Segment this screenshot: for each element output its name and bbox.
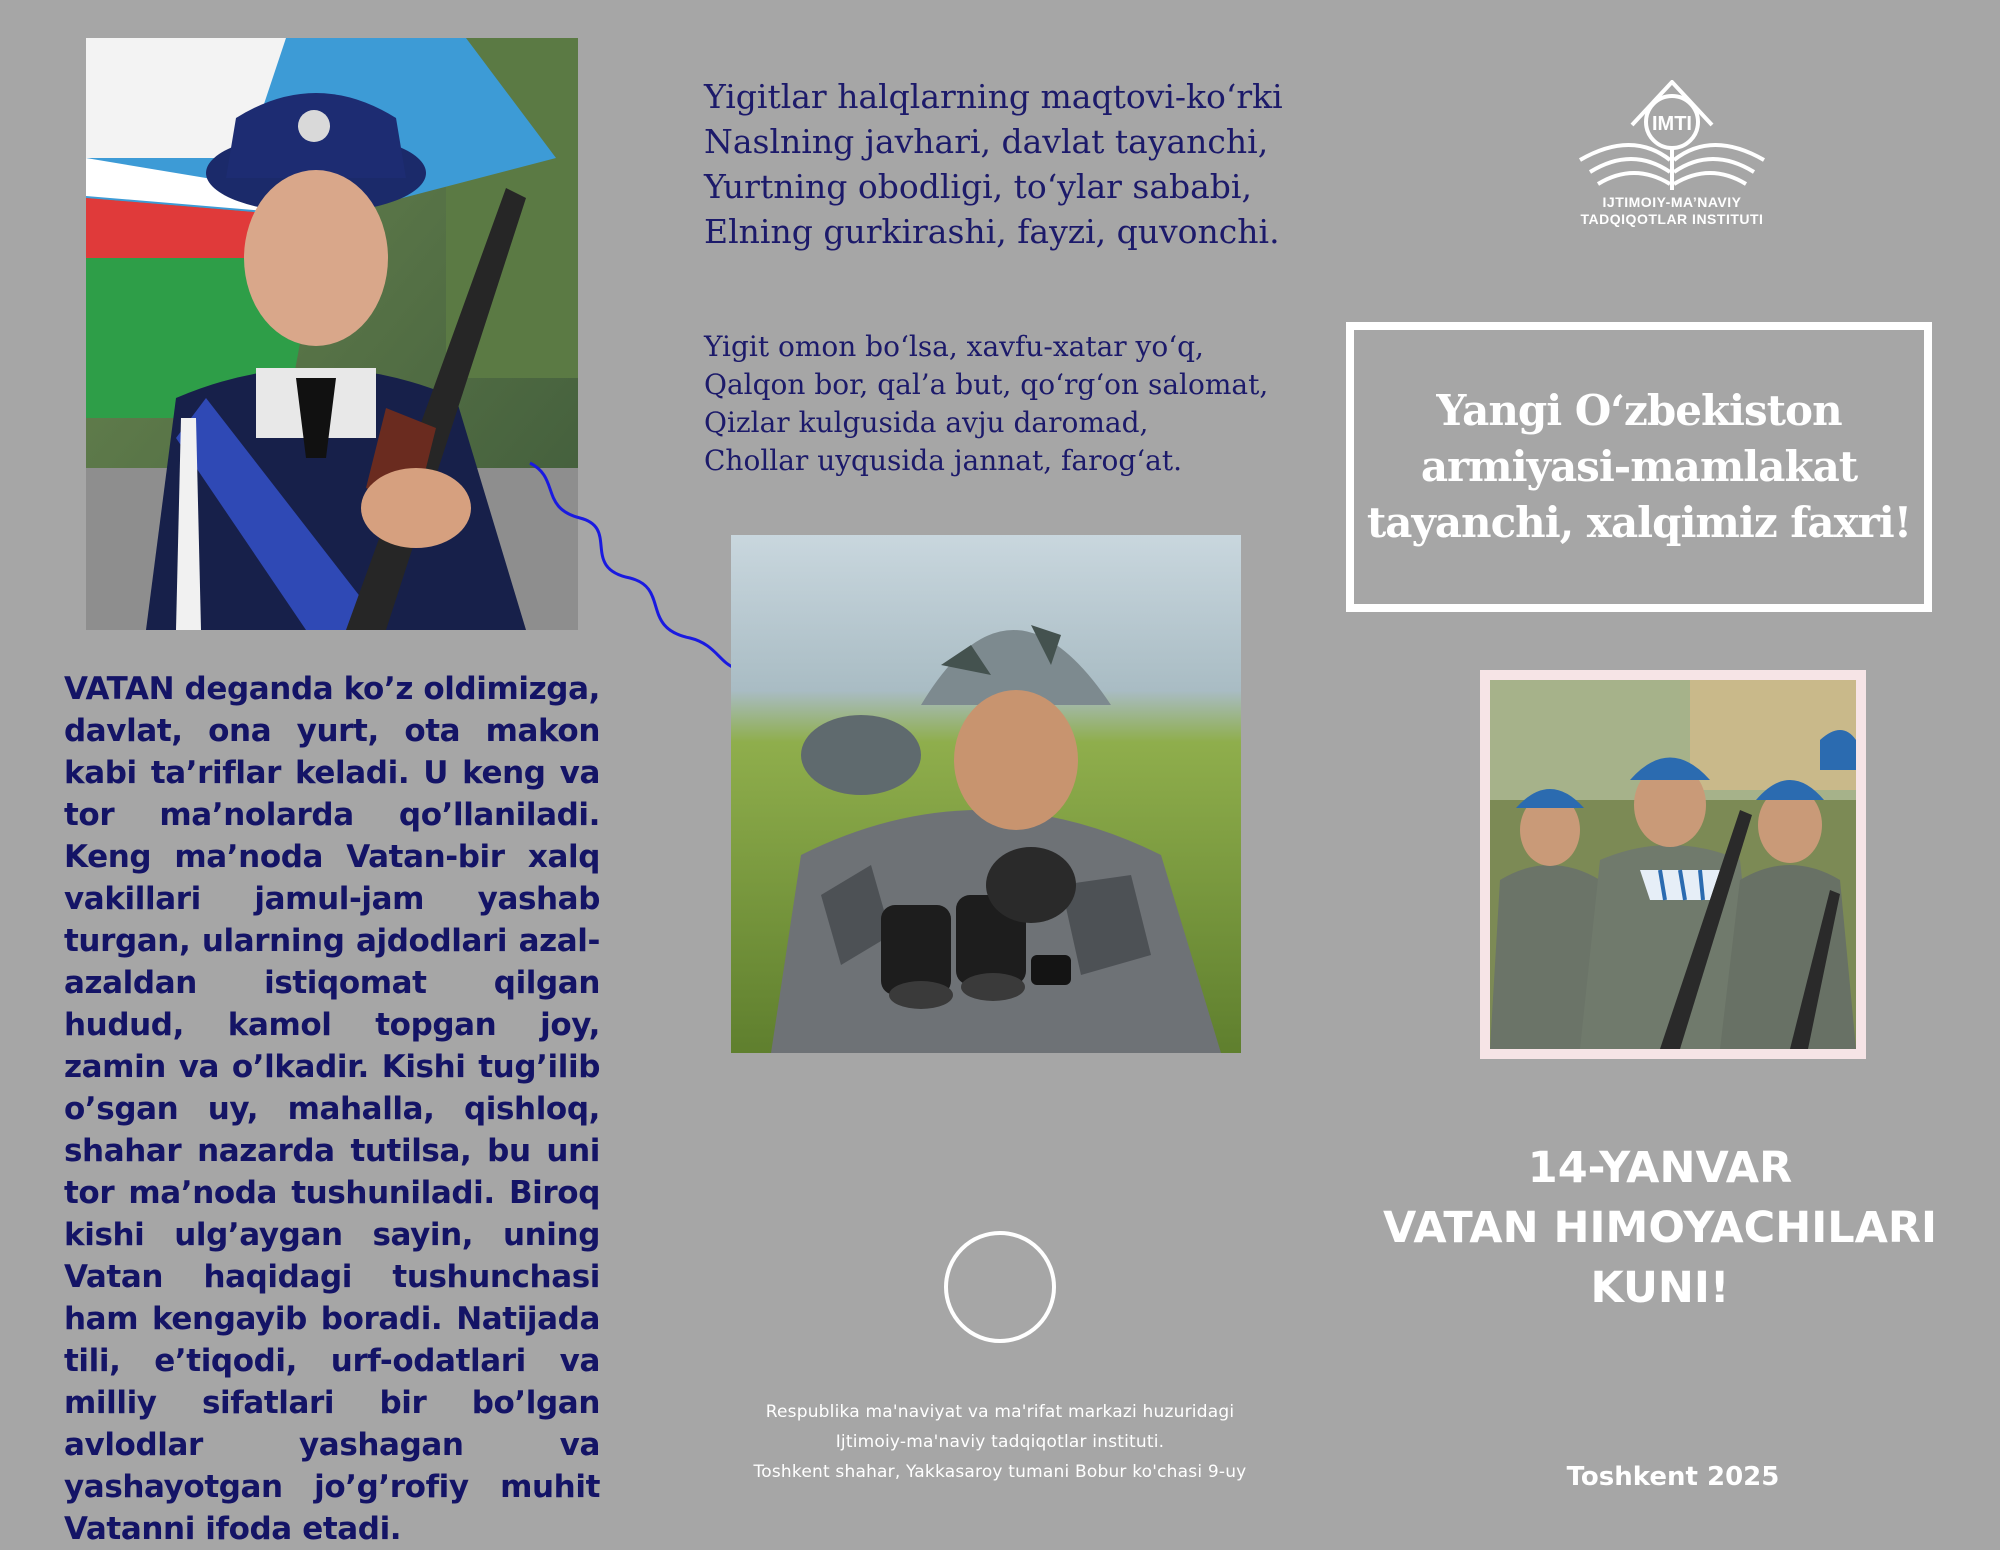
decorative-circle-outline <box>944 1231 1056 1343</box>
holiday-title <box>1350 1138 1970 1318</box>
poem-line: Naslning javhari, davlat tayanchi, <box>704 122 1269 161</box>
poem-line: Qalqon bor, qal’a but, qo‘rg‘on salomat, <box>704 368 1269 401</box>
holiday-name: VATAN HIMOYACHILARI <box>1383 1203 1937 1253</box>
poem-line: Yigitlar halqlarning maqtovi-ko‘rki <box>704 77 1283 116</box>
footer-line: Respublika ma'naviyat va ma'rifat markazi huzuridagi <box>765 1402 1235 1422</box>
poem-line: Yurtning obodligi, to‘ylar sababi, <box>704 167 1252 206</box>
institute-name-line: IJTIMOIY-MA’NAVIY <box>1602 194 1742 210</box>
holiday-suffix: KUNI! <box>1590 1263 1730 1313</box>
footer-line: Ijtimoiy-ma'naviy tadqiqotlar instituti. <box>835 1432 1165 1452</box>
poem-stanza-1 <box>704 74 1283 254</box>
institute-name <box>1540 194 1804 228</box>
slogan-frame <box>1346 322 1932 612</box>
poem-line: Chollar uyqusida jannat, farog‘at. <box>704 444 1183 477</box>
institute-name-line: TADQIQOTLAR INSTITUTI <box>1580 211 1764 227</box>
logo-mark: IMTI <box>1652 113 1692 135</box>
footer-line: Toshkent shahar, Yakkasaroy tumani Bobur ko'chasi 9-uy <box>753 1462 1247 1482</box>
photo-cadet-with-flag <box>86 38 578 630</box>
holiday-date: 14-YANVAR <box>1527 1143 1793 1193</box>
photo-soldier-with-binoculars <box>731 535 1241 1053</box>
decorative-wavy-line <box>520 458 740 678</box>
city-year: Toshkent 2025 <box>1566 1462 1780 1492</box>
vatan-definition-paragraph: VATAN deganda ko’z oldimizga, davlat, ona yurt, ota makon kabi ta’riflar keladi. U keng va tor ma’nolarda qo’llaniladi. Keng ma’noda Vatan-bir xalq vakillari jamul-jam yashab turgan, ularning ajdodlari azal-azaldan istiqomat qilgan hudud, kamol topgan joy, zamin va o’lkadir. Kishi tug’ilib o’sgan uy, mahalla, qishloq, shahar nazarda tutilsa, bu uni tor ma’noda tushuniladi. Biroq kishi ulg’aygan sayin, uning Vatan haqidagi tushunchasi ham kengayib boradi. Natijada tili, e’tiqodi, urf-odatlari va milliy sifatlari bir bo’lgan avlodlar yashagan va yashayotgan jo’g’rofiy muhit Vatanni ifoda etadi. <box>64 671 600 1547</box>
footer-address <box>700 1397 1300 1487</box>
poem-line: Qizlar kulgusida avju daromad, <box>704 406 1149 439</box>
photo-troops-frame <box>1480 670 1866 1059</box>
army-slogan: Yangi O‘zbekiston armiyasi-mamlakat tayanchi, xalqimiz faxri! <box>1366 386 1912 547</box>
photo-marching-troops <box>1490 680 1856 1049</box>
poem-line: Yigit omon bo‘lsa, xavfu-xatar yo‘q, <box>704 330 1204 363</box>
poem-stanza-2 <box>704 328 1268 480</box>
poem-line: Elning gurkirashi, fayzi, quvonchi. <box>704 212 1280 251</box>
